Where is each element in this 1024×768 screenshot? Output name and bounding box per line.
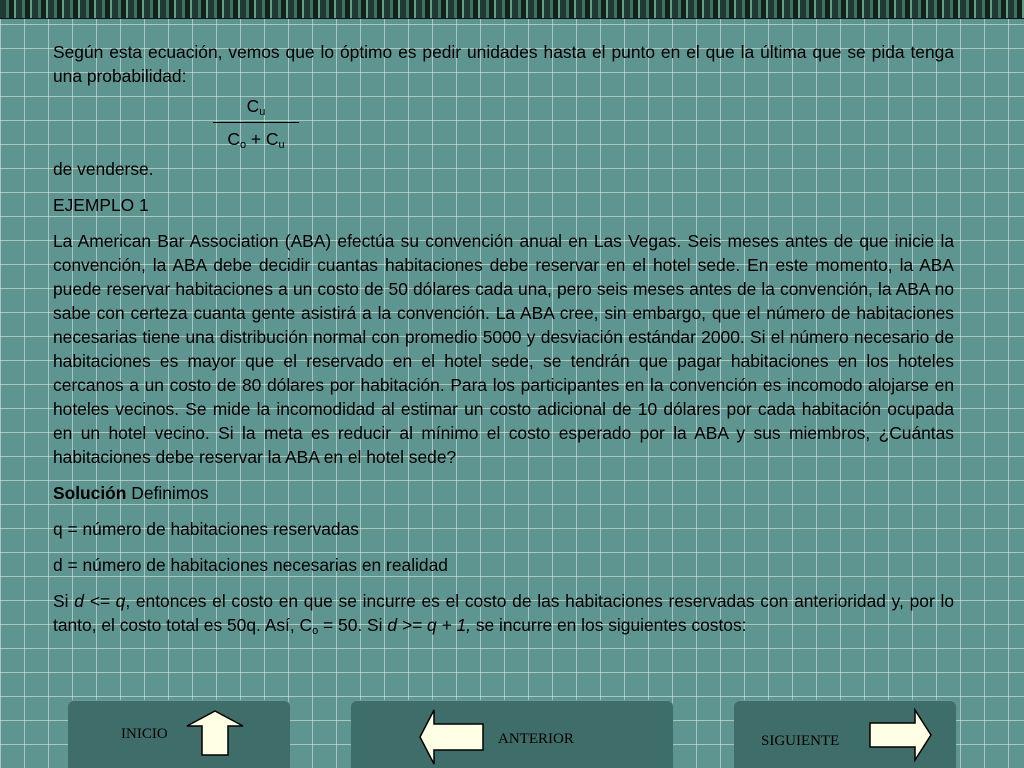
cost-paragraph: Si d <= q, entonces el costo en que se incurre es el costo de las habitaciones reservadas con anterioridad y, por lo tanto, el costo total es 50q. Así, $C_o = 50$. Si d >= q + 1, se incurre en los siguientes costos: xyxy=(53,591,955,637)
nav-anterior-button[interactable] xyxy=(351,700,673,768)
example-heading: EJEMPLO 1 xyxy=(53,195,149,215)
right-arrow-icon xyxy=(867,707,935,763)
slide-content xyxy=(53,40,954,649)
fraction-numerator: $C_u$ xyxy=(213,94,299,123)
nav-inicio-button[interactable] xyxy=(68,700,290,768)
up-arrow-icon xyxy=(183,709,247,757)
definition-d: d = número de habitaciones necesarias en realidad xyxy=(53,555,448,575)
definition-q: q = número de habitaciones reservadas xyxy=(53,519,359,539)
intro-paragraph: Según esta ecuación, vemos que lo óptimo es pedir unidades hasta el punto en el que la última que se pida tenga una probabilidad: xyxy=(53,42,954,86)
solution-line: Solución Definimos xyxy=(53,483,209,503)
nav-anterior-label: ANTERIOR xyxy=(498,731,574,747)
probability-fraction xyxy=(213,94,299,151)
nav-siguiente-label: SIGUIENTE xyxy=(761,733,840,749)
decorative-top-strip xyxy=(0,0,1024,19)
left-arrow-icon xyxy=(417,708,487,766)
nav-inicio-label: INICIO xyxy=(121,726,168,742)
after-fraction-text: de venderse. xyxy=(53,159,154,179)
fraction-denominator: $C_o + C_u$ xyxy=(227,129,285,151)
example-paragraph: La American Bar Association (ABA) efectúa su convención anual en Las Vegas. Seis meses antes de que inicie la convención, la ABA debe decidir cuantas habitaciones debe reservar en el hotel sede. En este momento, la ABA puede reservar habitaciones a un costo de 50 dólares cada una, pero seis meses antes de la convención, la ABA no sabe con certeza cuanta gente asistirá a la convención. La ABA cree, sin embargo, que el número de habitaciones necesarias tiene una distribución normal con promedio 5000 y desviación estándar 2000. Si el número necesario de habitaciones es mayor que el reservado en el hotel sede, se tendrán que pagar habitaciones en los hoteles cercanos a un costo de 80 dólares por habitación. Para los participantes en la convención es incomodo alojarse en hoteles vecinos. Se mide la incomodidad al estimar un costo adicional de 10 dólares por cada habitación ocupada en un hotel vecino. Si la meta es reducir al mínimo el costo esperado por la ABA y sus miembros, ¿Cuántas habitaciones debe reservar la ABA en el hotel sede? xyxy=(53,231,954,467)
nav-siguiente-button[interactable] xyxy=(734,700,956,768)
